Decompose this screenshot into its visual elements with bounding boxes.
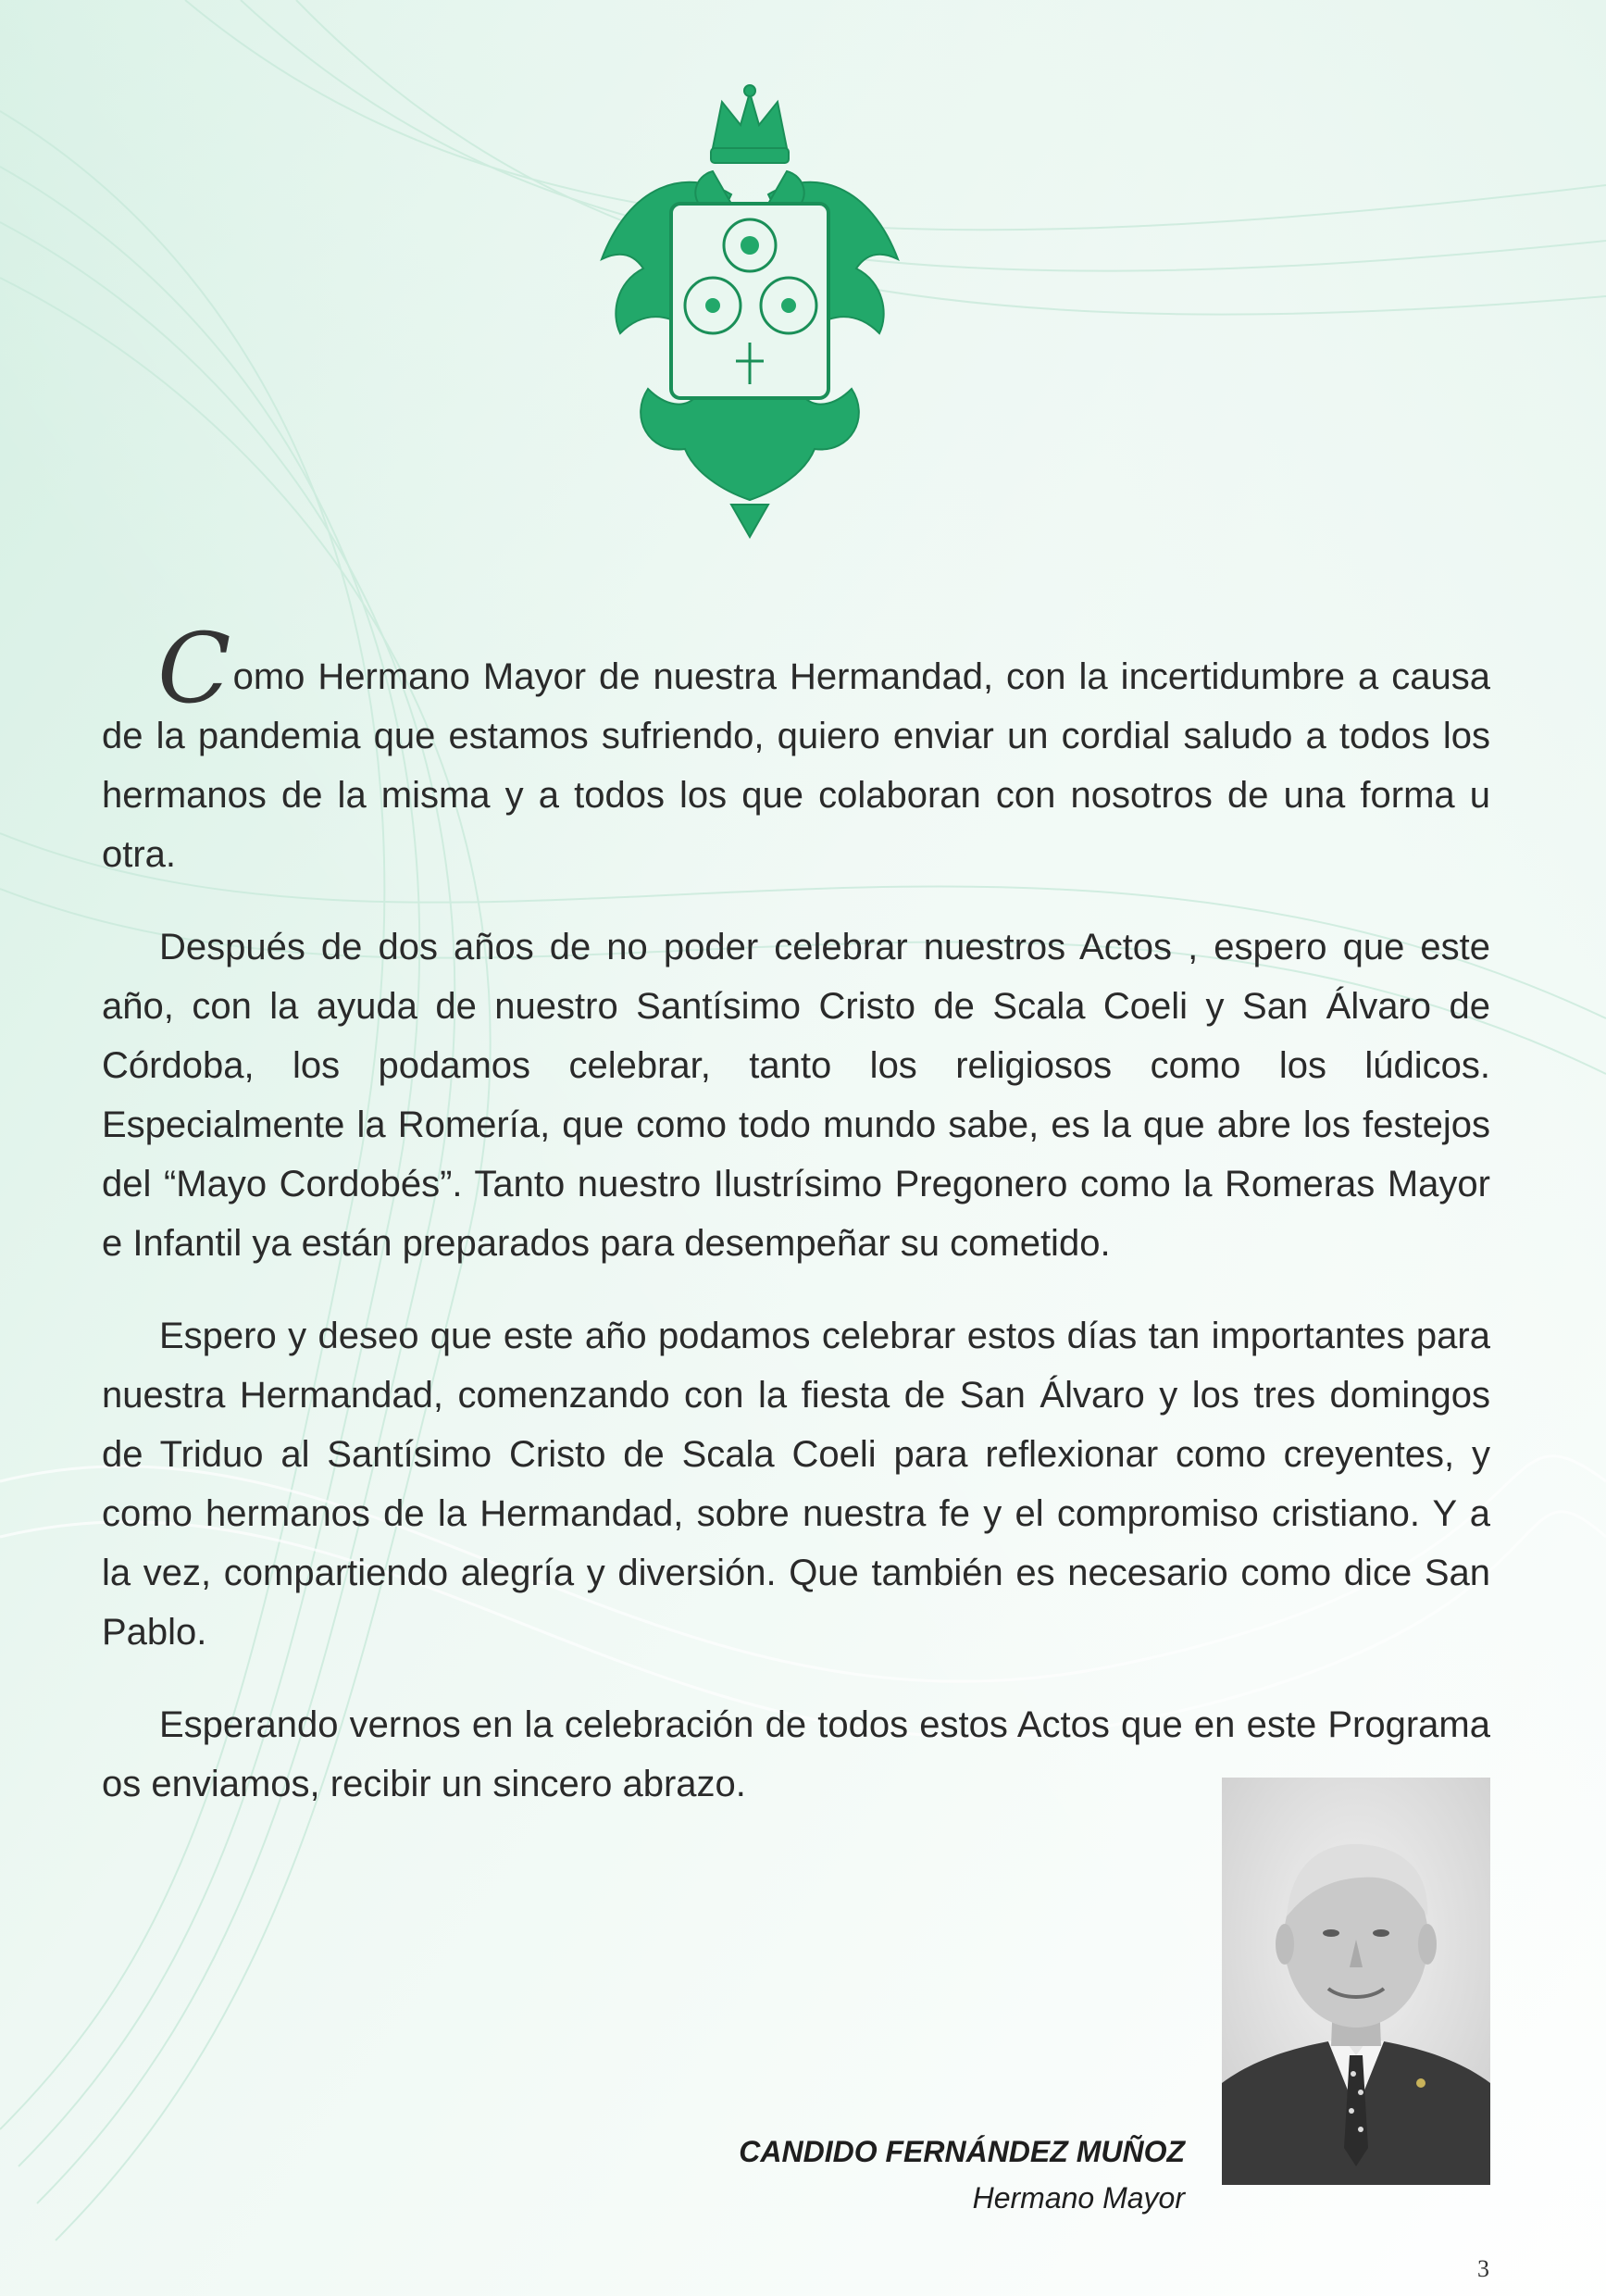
paragraph-text: omo Hermano Mayor de nuestra Hermandad, con la incertidumbre a causa de la pandemia que estamos sufriendo, quiero enviar un cordial saludo a todos los hermanos de la misma y a todos los que colaboran con nosotros de una forma u otra.: [102, 656, 1490, 875]
letter-paragraph: Espero y deseo que este año podamos celebrar estos días tan importantes para nuestra Hermandad, comenzando con la fiesta de San Álvaro y los tres domingos de Triduo al Santísimo Cristo de Scala Coeli para reflexionar como creyentes, y como hermanos de la Hermandad, sobre nuestra fe y el compromiso cristiano. Y a la vez, compartiendo alegría y diversión. Que también es necesario como dice San Pablo.: [102, 1316, 1490, 1653]
letter-paragraph: Esperando vernos en la celebración de todos estos Actos que en este Programa os enviamos, recibir un sincero abrazo.: [102, 1704, 1490, 1804]
drop-cap: C: [157, 612, 231, 725]
letter-paragraph: Después de dos años de no poder celebrar nuestros Actos , espero que este año, con la ayuda de nuestro Santísimo Cristo de Scala Coeli y San Álvaro de Córdoba, los podamos celebrar, tanto los religiosos como los lúdicos. Especialmente la Romería, que como todo mundo sabe, es la que abre los festejos del “Mayo Cordobés”. Tanto nuestro Ilustrísimo Pregonero como la Romeras Mayor e Infantil ya están preparados para desempeñar su cometido.: [102, 927, 1490, 1264]
signatory-name: CANDIDO FERNÁNDEZ MUÑOZ: [739, 2135, 1185, 2168]
letter-body: [102, 612, 1490, 1814]
page-number: 3: [1477, 2255, 1489, 2282]
letter-paragraph: [102, 612, 1490, 884]
signatory-role: Hermano Mayor: [972, 2181, 1185, 2215]
crowned-double-eagle-emblem-icon: [592, 83, 907, 546]
portrait-photo-icon: [1222, 1778, 1490, 2185]
